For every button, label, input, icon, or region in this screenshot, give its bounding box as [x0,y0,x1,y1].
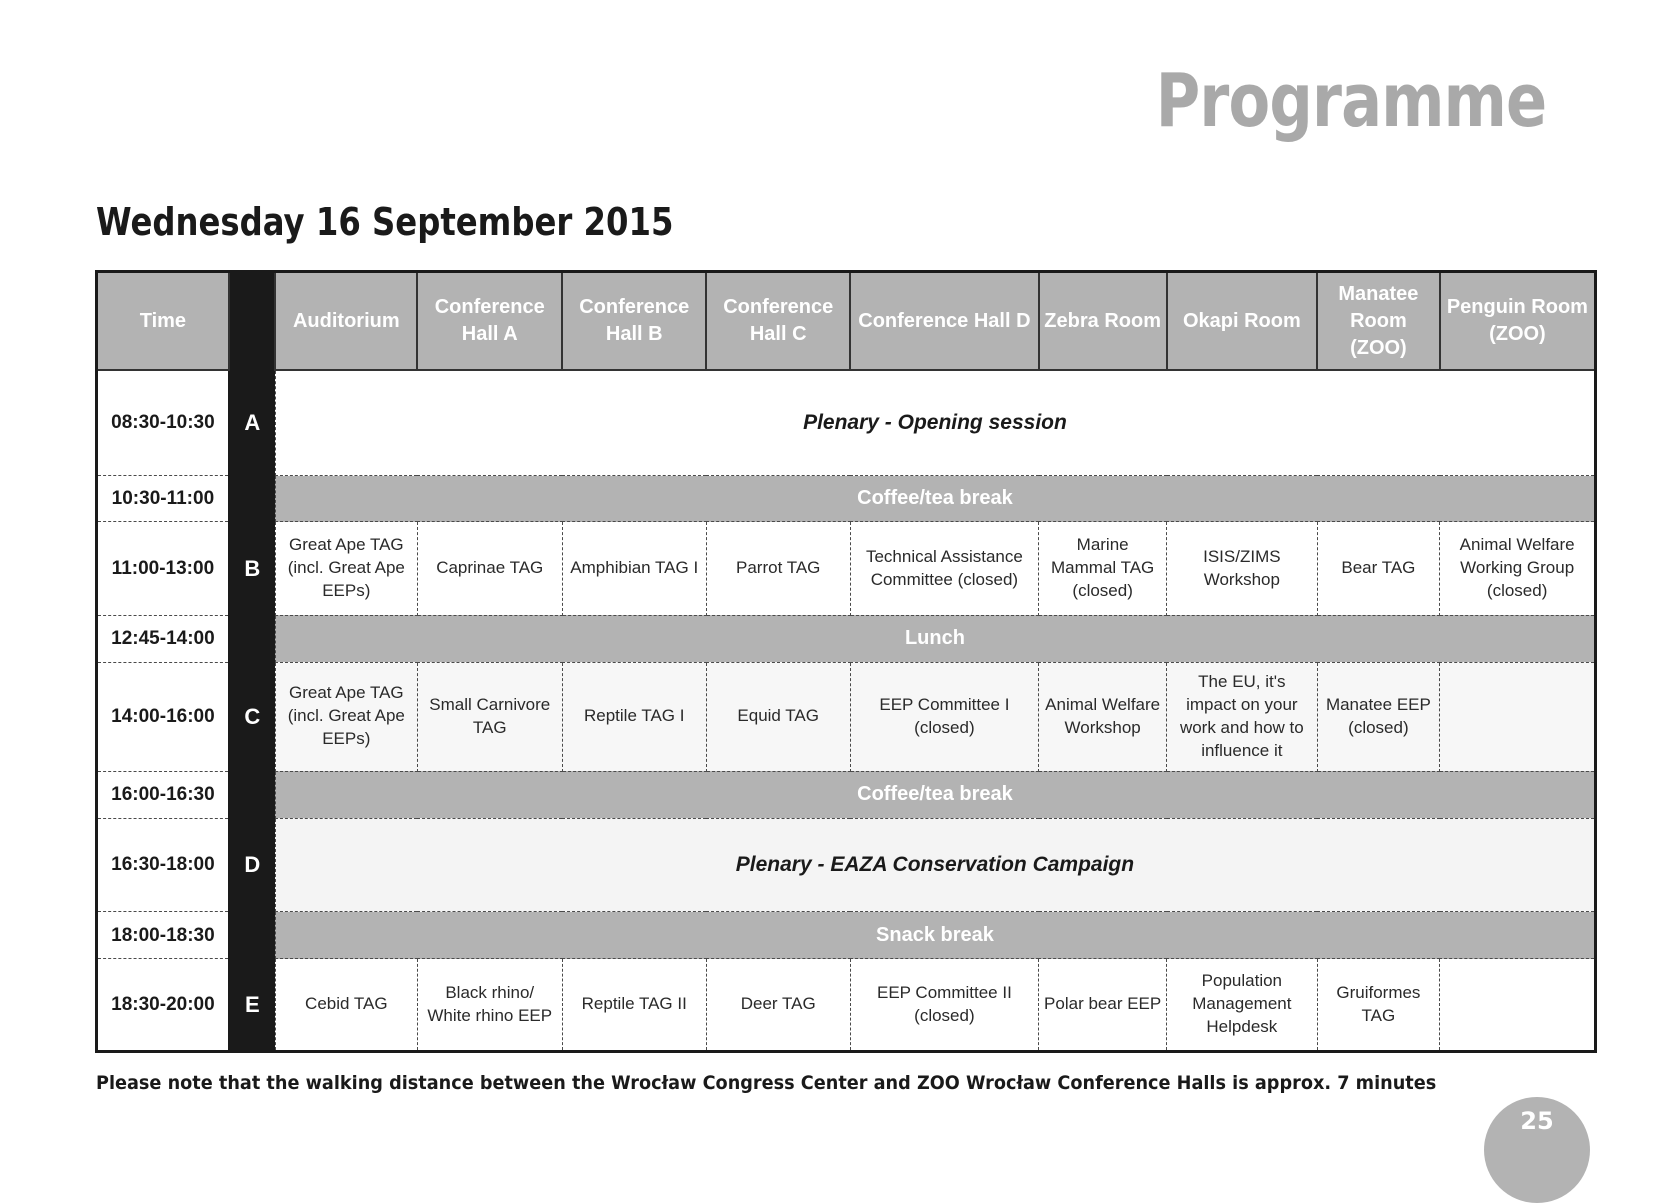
session-cell [1440,959,1596,1052]
session-cell: Small Carnivore TAG [417,662,562,771]
session-cell: Reptile TAG I [562,662,706,771]
session-cell: Deer TAG [706,959,850,1052]
block-label: A [229,370,276,476]
block-label [229,771,276,818]
time-cell: 18:30-20:00 [97,959,229,1052]
session-cell: EEP Committee I (closed) [850,662,1038,771]
page-title: Programme [1155,58,1546,144]
session-cell: The EU, it's impact on your work and how to influence it [1167,662,1317,771]
col-header-zebra: Zebra Room [1039,272,1167,371]
col-header-auditorium: Auditorium [275,272,417,371]
session-cell: Parrot TAG [706,522,850,615]
block-label [229,476,276,522]
table-row [97,662,1596,771]
session-cell: Equid TAG [706,662,850,771]
break-cell: Coffee/tea break [275,476,1595,522]
session-cell: Marine Mammal TAG (closed) [1039,522,1167,615]
session-cell: Polar bear EEP [1039,959,1167,1052]
table-row [97,771,1596,818]
block-label: E [229,959,276,1052]
table-row [97,615,1596,662]
table-row [97,476,1596,522]
session-cell: Gruiformes TAG [1317,959,1440,1052]
table-row [97,370,1596,476]
time-cell: 16:30-18:00 [97,818,229,911]
time-cell: 10:30-11:00 [97,476,229,522]
time-cell: 08:30-10:30 [97,370,229,476]
col-header-penguin: Penguin Room (ZOO) [1440,272,1596,371]
session-cell: Black rhino/ White rhino EEP [417,959,562,1052]
block-label: B [229,522,276,615]
break-cell: Lunch [275,615,1595,662]
col-header-hall-d: Conference Hall D [850,272,1038,371]
col-header-time: Time [97,272,229,371]
schedule-table [95,270,1597,1053]
session-cell: Population Management Helpdesk [1167,959,1317,1052]
session-cell: Amphibian TAG I [562,522,706,615]
session-cell: Great Ape TAG (incl. Great Ape EEPs) [275,522,417,615]
session-cell: ISIS/ZIMS Workshop [1167,522,1317,615]
col-header-block [229,272,276,371]
session-cell: Animal Welfare Working Group (closed) [1440,522,1596,615]
plenary-session: Plenary - Opening session [275,370,1595,476]
plenary-session: Plenary - EAZA Conservation Campaign [275,818,1595,911]
time-cell: 18:00-18:30 [97,912,229,959]
block-label: D [229,818,276,911]
table-row [97,818,1596,911]
table-row [97,522,1596,615]
page-number-badge: 25 [1484,1097,1590,1203]
session-cell: Animal Welfare Workshop [1039,662,1167,771]
session-cell: Reptile TAG II [562,959,706,1052]
table-row [97,912,1596,959]
block-label [229,912,276,959]
block-label: C [229,662,276,771]
col-header-hall-b: Conference Hall B [562,272,706,371]
table-row [97,959,1596,1052]
walking-distance-note: Please note that the walking distance between the Wrocław Congress Center and ZOO Wrocław Conference Halls is approx. 7 minutes [96,1072,1437,1094]
header-row [97,272,1596,371]
session-cell: Bear TAG [1317,522,1440,615]
col-header-manatee: Manatee Room (ZOO) [1317,272,1440,371]
time-cell: 16:00-16:30 [97,771,229,818]
col-header-okapi: Okapi Room [1167,272,1317,371]
col-header-hall-c: Conference Hall C [706,272,850,371]
session-cell: Caprinae TAG [417,522,562,615]
session-cell [1440,662,1596,771]
session-cell: Manatee EEP (closed) [1317,662,1440,771]
session-cell: Cebid TAG [275,959,417,1052]
session-cell: EEP Committee II (closed) [850,959,1038,1052]
col-header-hall-a: Conference Hall A [417,272,562,371]
block-label [229,615,276,662]
time-cell: 11:00-13:00 [97,522,229,615]
break-cell: Snack break [275,912,1595,959]
time-cell: 14:00-16:00 [97,662,229,771]
session-cell: Great Ape TAG (incl. Great Ape EEPs) [275,662,417,771]
day-heading: Wednesday 16 September 2015 [96,200,674,244]
break-cell: Coffee/tea break [275,771,1595,818]
time-cell: 12:45-14:00 [97,615,229,662]
session-cell: Technical Assistance Committee (closed) [850,522,1038,615]
